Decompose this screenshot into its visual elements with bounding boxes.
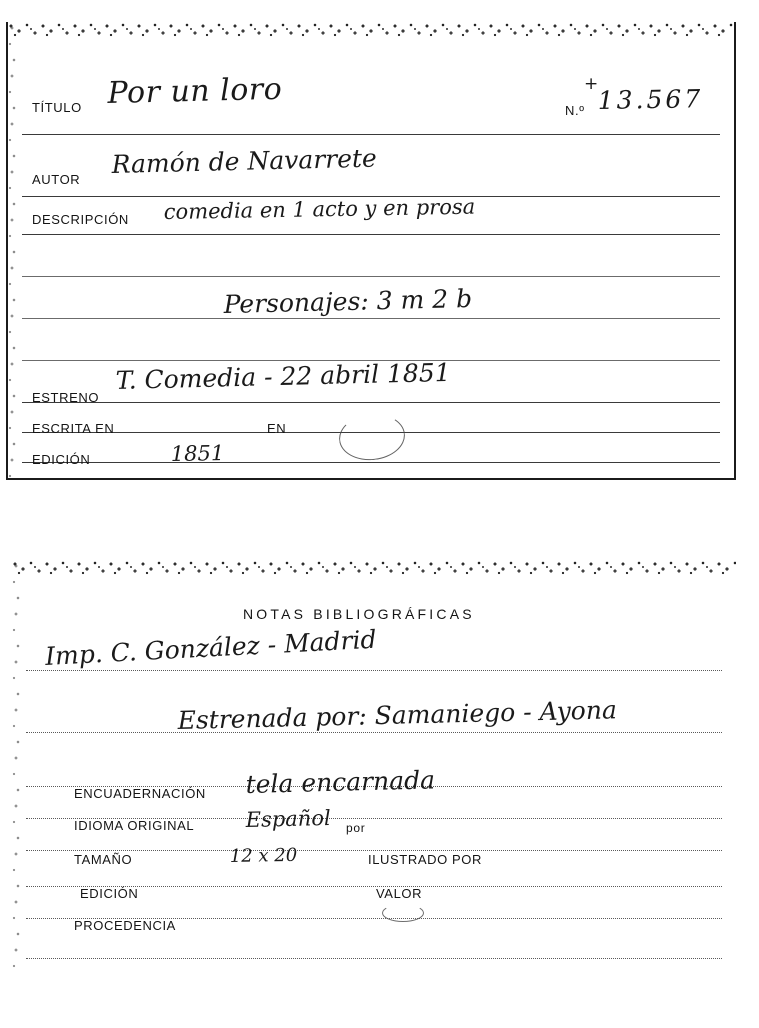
field-label-valor: VALOR [376, 886, 423, 901]
premiere-note: Estrenada por: Samaniego - Ayona [177, 695, 618, 735]
field-label-edicion-back: EDICIÓN [80, 886, 139, 901]
page-gap [0, 484, 759, 558]
field-value-autor: Ramón de Navarrete [111, 143, 378, 179]
catalog-card-front [6, 22, 736, 480]
field-label-encuadernacion: ENCUADERNACIÓN [74, 786, 206, 801]
field-value-estreno: T. Comedia - 22 abril 1851 [115, 357, 451, 395]
rule-line [22, 462, 720, 463]
field-label-autor: AUTOR [32, 172, 81, 187]
field-label-por: por [346, 821, 366, 835]
field-label-estreno: ESTRENO [32, 390, 100, 405]
field-value-titulo: Por un loro [107, 71, 283, 111]
field-label-titulo: TÍTULO [32, 100, 82, 115]
scan-noise-left-back [12, 560, 22, 980]
field-label-idioma-original: IDIOMA ORIGINAL [74, 818, 195, 833]
field-label-descripcion: DESCRIPCIÓN [32, 212, 129, 227]
characters-note: Personajes: 3 m 2 b [223, 283, 473, 319]
rule-line [22, 234, 720, 235]
record-number-label: N.º [565, 103, 585, 118]
field-label-ilustrado-por: ILUSTRADO POR [368, 852, 482, 867]
field-label-procedencia: PROCEDENCIA [74, 918, 176, 933]
rule-line [22, 402, 720, 403]
scan-noise-top-front [8, 22, 734, 38]
rule-line [26, 732, 722, 733]
field-value-tamano: 12 x 20 [229, 844, 298, 867]
imprint-note: Imp. C. González - Madrid [44, 624, 378, 671]
rule-line [26, 850, 722, 851]
field-value-encuadernacion: tela encarnada [245, 765, 436, 799]
pencil-oval-mark [337, 411, 407, 464]
field-label-en: EN [267, 421, 287, 436]
field-label-escrita-en: ESCRITA EN [32, 421, 115, 436]
field-value-descripcion: comedia en 1 acto y en prosa [163, 194, 476, 224]
field-label-tamano: TAMAÑO [74, 852, 133, 867]
cross-mark: + [584, 74, 599, 94]
field-value-edicion: 1851 [170, 441, 225, 466]
rule-line [22, 318, 720, 319]
field-value-idioma-original: Español [245, 805, 331, 832]
scan-noise-left-front [8, 22, 18, 478]
rule-line [26, 670, 722, 671]
scan-noise-top-back [12, 560, 736, 576]
pencil-oval-mark-back [382, 904, 424, 922]
rule-line [22, 276, 720, 277]
catalog-card-back [12, 560, 736, 980]
rule-line [26, 958, 722, 959]
record-number-value: 13.567 [597, 84, 704, 115]
rule-line [22, 134, 720, 135]
back-card-heading: NOTAS BIBLIOGRÁFICAS [243, 606, 475, 622]
field-label-edicion: EDICIÓN [32, 452, 91, 467]
